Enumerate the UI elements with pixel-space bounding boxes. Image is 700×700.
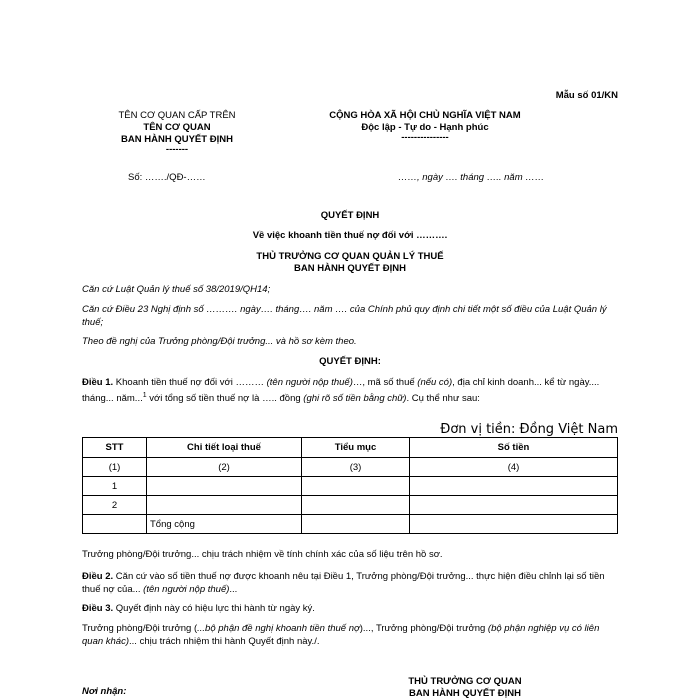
execution-text-1: Trưởng phòng/Đội trưởng ( — [82, 623, 198, 634]
table-total-row — [83, 515, 618, 534]
execution-italic-1: ...bộ phận đề nghị khoanh tiền thuế nợ — [197, 623, 360, 634]
decision-heading: QUYẾT ĐỊNH: — [319, 356, 381, 367]
form-code: Mẫu số 01/KN — [555, 90, 618, 101]
issuing-authority: BAN HÀNH QUYẾT ĐỊNH — [121, 134, 233, 145]
left-header — [82, 110, 272, 154]
article-2-italic: (tên người nộp thuế) — [143, 584, 230, 595]
table-cell — [302, 515, 410, 534]
column-header-amount: Số tiền — [410, 438, 618, 458]
execution-italic-2: (bộ phận nghiệp vụ có liên quan khác) — [82, 623, 600, 647]
execution-text-2: )..., Trưởng phòng/Đội trưởng — [359, 623, 488, 634]
article-2-text: Căn cứ vào số tiền thuế nợ được khoanh nêu tại Điều 1, Trưởng phòng/Đội trưởng... thực hiện điều chỉnh lại số tiền thuế nợ của... — [82, 571, 605, 595]
responsibility-note: Trưởng phòng/Đội trưởng... chịu trách nhiệm về tính chính xác của số liệu trên hồ sơ. — [82, 549, 443, 560]
table-cell: (2) — [147, 458, 302, 477]
table-cell: (1) — [83, 458, 147, 477]
table-cell: (4) — [410, 458, 618, 477]
table-index-row — [83, 458, 618, 477]
article-1-text-5: . Cụ thể như sau: — [406, 393, 480, 405]
table-cell — [147, 477, 302, 496]
article-1-italic-3: (ghi rõ số tiền bằng chữ) — [303, 393, 407, 405]
table-cell — [410, 496, 618, 515]
signature-title-1: THỦ TRƯỞNG CƠ QUAN — [408, 676, 522, 687]
issue-date: ……, ngày …. tháng ….. năm …… — [398, 172, 545, 183]
signature-block — [380, 676, 550, 700]
national-motto: Độc lập - Tự do - Hạnh phúc — [361, 122, 489, 133]
currency-note: Đơn vị tiền: Đồng Việt Nam — [440, 422, 618, 437]
table-cell: 1 — [83, 477, 147, 496]
legal-basis-2: Căn cứ Điều 23 Nghị định số ………. ngày…. tháng…. năm …. của Chính phủ quy định chi tiết một số điều của Luật Quản lý thuế; — [82, 304, 607, 328]
tax-amount-table — [82, 437, 618, 534]
table-cell — [83, 515, 147, 534]
authority-line-2: BAN HÀNH QUYẾT ĐỊNH — [294, 263, 406, 274]
table-row — [83, 477, 618, 496]
table-cell — [410, 477, 618, 496]
signature-title-2: BAN HÀNH QUYẾT ĐỊNH — [409, 688, 521, 699]
column-header-subsection: Tiểu mục — [302, 438, 410, 458]
article-2-end: ... — [229, 584, 238, 595]
column-header-stt: STT — [83, 438, 147, 458]
table-cell: (3) — [302, 458, 410, 477]
agency-name: TÊN CƠ QUAN — [143, 122, 211, 133]
article-2 — [82, 570, 618, 596]
recipients-label: Nơi nhận: — [82, 686, 127, 697]
table-row — [83, 496, 618, 515]
table-cell — [302, 477, 410, 496]
article-3 — [82, 602, 618, 615]
legal-basis-1: Căn cứ Luật Quản lý thuế số 38/2019/QH14; — [82, 284, 271, 295]
nation-name: CỘNG HÒA XÃ HỘI CHỦ NGHĨA VIỆT NAM — [329, 110, 521, 121]
document-title: QUYẾT ĐỊNH — [320, 210, 380, 221]
article-1-text-2: …, mã số thuế — [352, 377, 418, 388]
table-header-row — [83, 438, 618, 458]
table-cell — [147, 496, 302, 515]
article-1-italic-1: (tên người nộp thuế) — [266, 377, 353, 388]
total-label: Tổng cộng — [147, 515, 302, 534]
right-header-rule: --------------- — [401, 132, 449, 143]
execution-text-3: ... chịu trách nhiệm thi hành Quyết định này./. — [129, 636, 320, 647]
column-header-tax-type: Chi tiết loại thuế — [147, 438, 302, 458]
article-3-label: Điều 3. — [82, 603, 114, 614]
article-1-text-1: Khoanh tiền thuế nợ đối với ……… — [113, 377, 267, 388]
table-cell: 2 — [83, 496, 147, 515]
article-3-text: Quyết định này có hiệu lực thi hành từ ngày ký. — [113, 603, 315, 614]
document-number: Số: ……./QĐ-…… — [128, 172, 206, 183]
legal-basis-3: Theo đề nghị của Trưởng phòng/Đội trưởng... và hồ sơ kèm theo. — [82, 336, 357, 347]
table-cell — [302, 496, 410, 515]
footnote-marker: 1 — [142, 392, 147, 399]
right-header — [290, 110, 560, 142]
article-2-label: Điều 2. — [82, 571, 114, 582]
article-1-text-4: với tổng số tiền thuế nợ là ….. đồng — [146, 393, 304, 405]
parent-agency-name: TÊN CƠ QUAN CẤP TRÊN — [118, 110, 236, 121]
authority-title — [82, 251, 618, 275]
article-1 — [82, 376, 618, 405]
article-1-italic-2: (nếu có) — [417, 377, 453, 388]
article-1-text-3: , địa chỉ kinh doanh... kể từ ngày.... tháng... năm... — [82, 377, 600, 405]
execution-clause — [82, 622, 618, 648]
authority-line-1: THỦ TRƯỞNG CƠ QUAN QUẢN LÝ THUẾ — [256, 251, 444, 262]
article-1-label: Điều 1. — [82, 377, 114, 388]
table-cell — [410, 515, 618, 534]
document-subject: Về việc khoanh tiền thuế nợ đối với ………. — [252, 230, 448, 241]
left-header-rule: ------- — [165, 144, 189, 155]
